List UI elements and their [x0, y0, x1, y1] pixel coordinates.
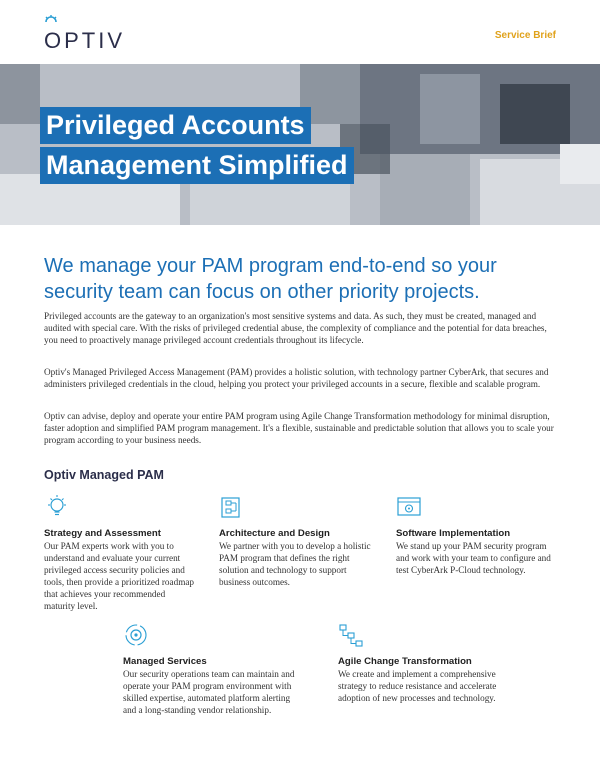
lightbulb-icon — [44, 494, 70, 520]
service-managed-services — [123, 622, 295, 716]
service-architecture-design — [219, 494, 379, 588]
optiv-logo — [44, 14, 124, 54]
solution-paragraph: Optiv's Managed Privileged Access Management (PAM) provides a holistic solution, with technology partner CyberArk, that secures and administers privileged credentials in the cloud, helping you protect your privileged accounts in a secure, flexible and scalable program. — [44, 367, 549, 390]
hero-title-line-1: Privileged Accounts — [40, 107, 311, 144]
tagline: We manage your PAM program end-to-end so your security team can focus on other priority projects. — [44, 255, 497, 303]
service-description: We partner with you to develop a holistic PAM program that defines the right solution and technology to support business outcomes. — [219, 541, 371, 587]
service-description: We stand up your PAM security program and work with your team to configure and test CyberArk P-Cloud technology. — [396, 541, 551, 575]
service-title: Agile Change Transformation — [338, 656, 472, 667]
abstract-blocks-image — [0, 64, 600, 225]
hero-banner — [0, 64, 600, 225]
service-title: Managed Services — [123, 656, 207, 667]
service-agile-change-transformation — [338, 622, 508, 704]
section-title: Optiv Managed PAM — [44, 468, 164, 482]
service-description: Our security operations team can maintain and operate your PAM program environment with skilled expertise, automated platform alerting and a long-standing vendor relationship. — [123, 669, 295, 715]
logo-text: OPTIV — [44, 28, 126, 53]
gear-cycle-icon — [123, 622, 149, 648]
blueprint-icon — [219, 494, 245, 520]
hero-title-line-2: Management Simplified — [40, 147, 354, 184]
service-title: Architecture and Design — [219, 528, 330, 539]
service-strategy-assessment — [44, 494, 196, 612]
service-description: We create and implement a comprehensive strategy to reduce resistance and accelerate adoption of new processes and technology. — [338, 669, 497, 703]
browser-gear-icon — [396, 494, 422, 520]
service-title: Strategy and Assessment — [44, 528, 161, 539]
service-software-implementation — [396, 494, 556, 576]
document-type-label: Service Brief — [494, 30, 556, 41]
service-title: Software Implementation — [396, 528, 511, 539]
intro-paragraph: Privileged accounts are the gateway to an organization's most sensitive systems and data. As such, they must be created, managed and audited with special care. With the risks of privileged credential abuse, the complexity of compliance and the potential for data breaches, you need to proactively manage privileged account credentials throughout its lifecycle. — [44, 311, 547, 346]
flowchart-icon — [338, 622, 364, 648]
service-description: Our PAM experts work with you to understand and evaluate your current privileged access security policies and tools, then provide a prioritized roadmap that achieves your recommended maturity level. — [44, 541, 195, 611]
logo-mark-icon — [44, 14, 58, 28]
methodology-paragraph: Optiv can advise, deploy and operate your entire PAM program using Agile Change Transformation methodology for minimal disruption, faster adoption and simplified PAM program management. It's a flexible, sustainable and predictable solution that allows you to scale your program according to your business needs. — [44, 411, 554, 446]
